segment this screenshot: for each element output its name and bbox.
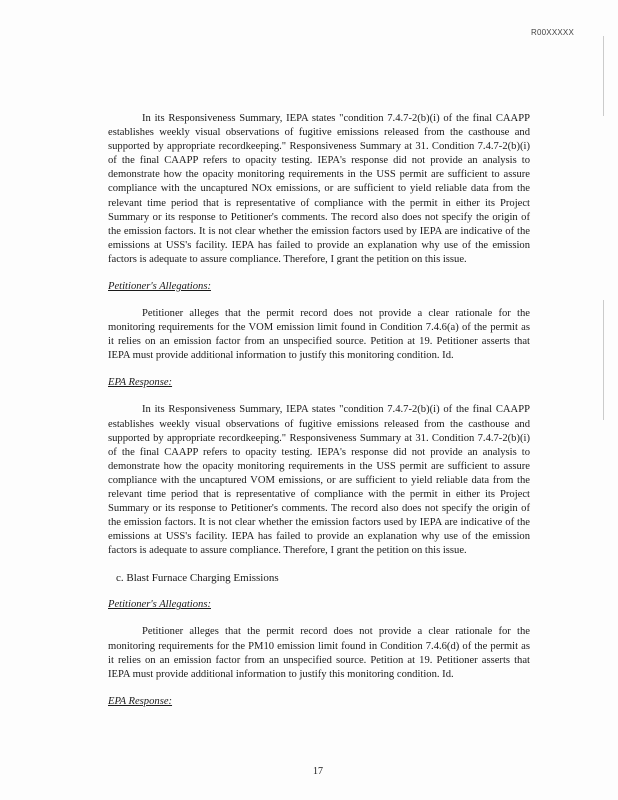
heading-epa-response-1: EPA Response:: [108, 377, 173, 389]
paragraph-4: Petitioner alleges that the permit record does not provide a clear rationale for the monitoring requirements for the PM10 emission limit found in Condition 7.4.6(d) of the permit as it relies on an emission factor from an unspecified source. Petition at 19. Petitioner asserts that IEPA must provide additional information to justify this monitoring condition. Id.: [108, 626, 530, 680]
heading-petitioner-allegations-1: Petitioner's Allegations:: [108, 281, 211, 293]
paragraph-2: Petitioner alleges that the permit record does not provide a clear rationale for the monitoring requirements for the VOM emission limit found in Condition 7.4.6(a) of the permit as it relies on an emission factor from an unspecified source. Petition at 19. Petitioner asserts that IEPA must provide additional information to justify this monitoring condition. Id.: [108, 308, 530, 362]
heading-petitioner-allegations-2: Petitioner's Allegations:: [108, 599, 211, 611]
paragraph-1: In its Responsiveness Summary, IEPA states "condition 7.4.7-2(b)(i) of the final CAAPP establishes weekly visual observations of fugitive emissions released from the casthouse and supported by appropriate recordkeeping." Responsiveness Summary at 31. Condition 7.4.7-2(b)(i) of the final CAAPP refers to opacity testing. IEPA's response did not provide an analysis to demonstrate how the opacity monitoring requirements in the USS permit are sufficient to assure compliance with the uncaptured NOx emissions, or are sufficient to yield reliable data from the relevant time period that is representative of compliance with the permit in either its Project Summary or its response to Petitioner's comments. The record also does not specify the origin of the emission factors. It is not clear whether the emission factors used by IEPA are indicative of the emissions at USS's facility. IEPA has failed to provide an explanation why use of the emission factors is adequate to assure compliance. Therefore, I grant the petition on this issue.: [108, 113, 530, 265]
section-heading-blast-furnace: c. Blast Furnace Charging Emissions: [116, 572, 279, 585]
margin-mark: [603, 300, 604, 420]
paragraph-3: In its Responsiveness Summary, IEPA states "condition 7.4.7-2(b)(i) of the final CAAPP establishes weekly visual observations of fugitive emissions released from the casthouse and supported by appropriate recordkeeping." Responsiveness Summary at 31. Condition 7.4.7-2(b)(i) of the final CAAPP refers to opacity testing. IEPA's response did not provide an analysis to demonstrate how the opacity monitoring requirements in the USS permit are sufficient to assure compliance with the uncaptured VOM emissions, or are sufficient to yield reliable data from the relevant time period that is representative of compliance with the permit in either its Project Summary or its response to Petitioner's comments. The record also does not specify the origin of the emission factors. It is not clear whether the emission factors used by IEPA are indicative of the emissions at USS's facility. IEPA has failed to provide an explanation why use of the emission factors is adequate to assure compliance. Therefore, I grant the petition on this issue.: [108, 404, 530, 557]
page-number: 17: [313, 766, 323, 777]
heading-epa-response-2: EPA Response:: [108, 695, 173, 707]
document-code: R00XXXXX: [531, 28, 574, 37]
document-body: [108, 112, 530, 709]
margin-mark: [603, 36, 604, 116]
